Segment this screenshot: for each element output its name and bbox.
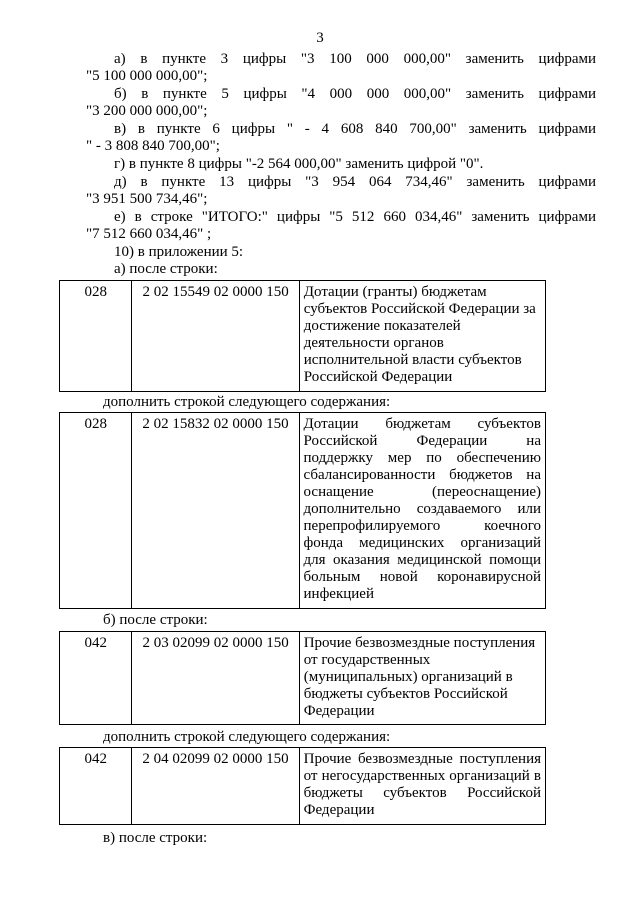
- row-2-code: 028: [60, 413, 132, 609]
- amendment-v-line1: в) в пункте 6 цифры " - 4 608 840 700,00" заменить цифрами: [114, 121, 596, 137]
- table-row-2: [59, 412, 546, 609]
- row-4-name: Прочие безвозмездные поступления от негосударственных организаций в бюджеты субъектов Российской Федерации: [299, 748, 545, 825]
- add-row-text-1: дополнить строкой следующего содержания:: [103, 394, 391, 410]
- amendment-e-line2: "7 512 660 034,46" ;: [86, 226, 212, 242]
- page-number: 3: [316, 30, 324, 46]
- after-row-b: б) после строки:: [103, 612, 208, 628]
- row-4-code: 042: [60, 748, 132, 825]
- table-row-3: [59, 631, 546, 725]
- amendment-b-line1: б) в пункте 5 цифры "4 000 000 000,00" заменить цифрами: [114, 86, 596, 102]
- amendment-a-line1: а) в пункте 3 цифры "3 100 000 000,00" заменить цифрами: [114, 51, 596, 67]
- row-1-code: 028: [60, 281, 132, 392]
- add-row-text-2: дополнить строкой следующего содержания:: [103, 729, 391, 745]
- row-3-code: 042: [60, 632, 132, 725]
- row-1-kbk: 2 02 15549 02 0000 150: [132, 281, 299, 392]
- amendment-v-line2: " - 3 808 840 700,00";: [86, 138, 220, 154]
- amendment-d-line2: "3 951 500 734,46";: [86, 191, 208, 207]
- amendment-a-line2: "5 100 000 000,00";: [86, 68, 208, 84]
- amendment-b-line2: "3 200 000 000,00";: [86, 103, 208, 119]
- after-row-a: а) после строки:: [114, 261, 218, 277]
- item-10-heading: 10) в приложении 5:: [114, 244, 244, 260]
- row-3-name: Прочие безвозмездные поступления от государственных (муниципальных) организаций в бюджеты субъектов Российской Федерации: [299, 632, 545, 725]
- amendment-d-line1: д) в пункте 13 цифры "3 954 064 734,46" заменить цифрами: [114, 174, 596, 190]
- row-1-name: Дотации (гранты) бюджетам субъектов Российской Федерации за достижение показателей деятельности органов исполнительной власти субъектов Российской Федерации: [299, 281, 545, 392]
- table-row-4: [59, 747, 546, 825]
- row-2-kbk: 2 02 15832 02 0000 150: [132, 413, 299, 609]
- amendment-e-line1: е) в строке "ИТОГО:" цифры "5 512 660 034,46" заменить цифрами: [114, 209, 596, 225]
- row-2-name: Дотации бюджетам субъектов Российской Федерации на поддержку мер по обеспечению сбалансированности бюджетов на оснащение (переоснащение) дополнительно создаваемого или перепрофилируемого коечного фонда медицинских организаций для оказания медицинской помощи больным новой коронавирусной инфекцией: [299, 413, 545, 609]
- row-3-kbk: 2 03 02099 02 0000 150: [132, 632, 299, 725]
- amendment-g-line1: г) в пункте 8 цифры "-2 564 000,00" заменить цифрой "0".: [114, 156, 484, 172]
- table-row-1: [59, 280, 546, 392]
- after-row-v: в) после строки:: [103, 830, 208, 846]
- row-4-kbk: 2 04 02099 02 0000 150: [132, 748, 299, 825]
